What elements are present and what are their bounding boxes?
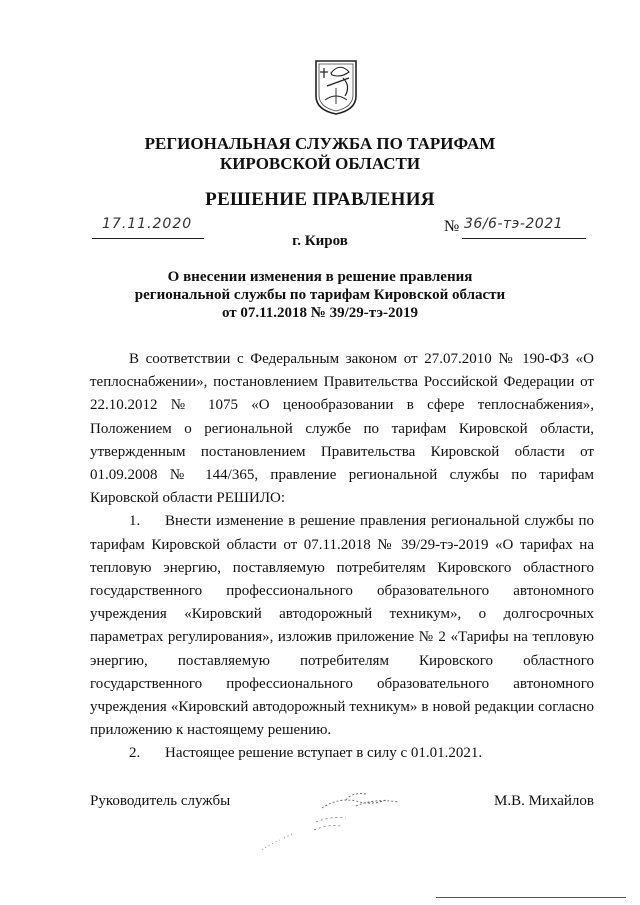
preamble-paragraph: В соответствии с Федеральным законом от 27.07.2010 № 190-ФЗ «О теплоснабжении», постановлением Правительства Российской Федерации от 22.10.2012 № 1075 «О ценообразовании в сфере теплоснабжения», Положением о региональной службе по тарифам Кировской области, утвержденным постановлением Правительства Кировской области от 01.09.2008 № 144/365, правление региональной службы по тарифам Кировской области РЕШИЛО: [90, 351, 594, 507]
bottom-divider [436, 897, 626, 898]
decision-item-1 [90, 510, 594, 742]
item-text: Внести изменение в решение правления региональной службы по тарифам Кировской области от 07.11.2018 № 39/29-тэ-2019 «О тарифах на тепловую энергию, поставляемую потребителям Кировского областного государственного профессионального образовательного автономного учреждения «Кировский автодорожный техникум», о долгосрочных параметрах регулирования», изложив приложение № 2 «Тарифы на тепловую энергию, поставляемую потребителям Кировского областного государственного профессионального образовательного автономного учреждения «Кировский автодорожный техникум» в новой редакции согласно приложению к настоящему решению. [90, 513, 594, 739]
city-label: г. Киров [292, 233, 348, 249]
signatory-name: М.В. Михайлов [493, 793, 594, 809]
document-body [90, 348, 594, 766]
signatory-position: Руководитель службы [90, 793, 231, 809]
document-type-title: РЕШЕНИЕ ПРАВЛЕНИЯ [205, 189, 435, 210]
agency-name-line-1: РЕГИОНАЛЬНАЯ СЛУЖБА ПО ТАРИФАМ [144, 134, 496, 153]
subject-line-1: О внесении изменения в решение правления [167, 269, 473, 285]
coat-of-arms-icon [313, 58, 359, 116]
handwritten-signature [256, 778, 426, 852]
document-date: 17.11.2020 [102, 216, 193, 232]
subject-line-3: от 07.11.2018 № 39/29-тэ-2019 [221, 305, 419, 321]
decision-item-2 [90, 742, 594, 765]
document-number: 36/6-тэ-2021 [464, 216, 564, 232]
item-number: 1. [129, 513, 141, 530]
number-label: № [444, 218, 460, 235]
item-number: 2. [129, 745, 141, 762]
agency-name-line-2: КИРОВСКОЙ ОБЛАСТИ [219, 154, 421, 173]
subject-line-2: региональной службы по тарифам Кировской области [134, 287, 506, 303]
item-text: Настоящее решение вступает в силу с 01.01.2021. [165, 745, 483, 762]
